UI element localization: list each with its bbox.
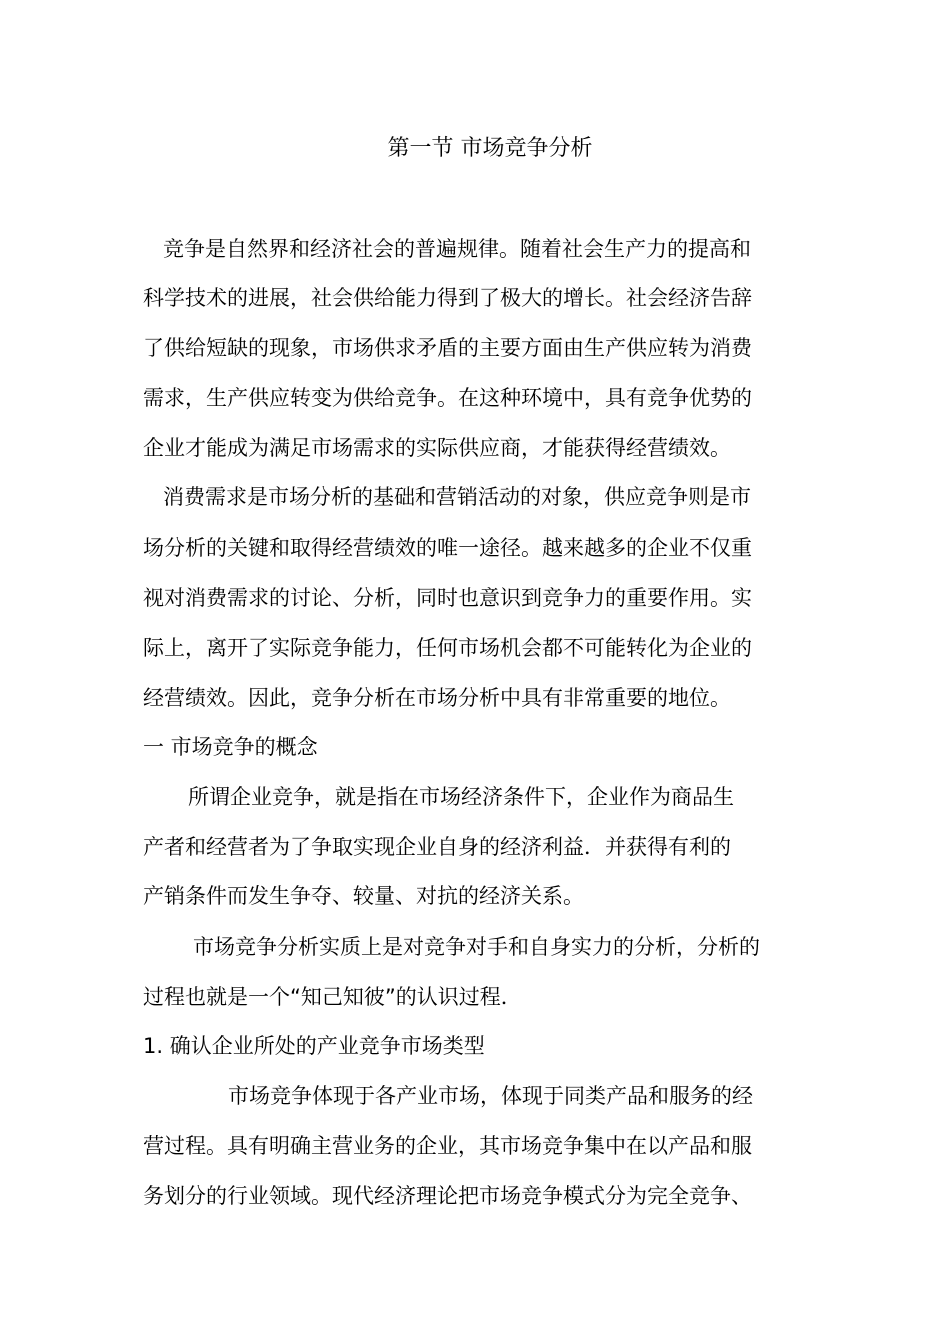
text-line: 场分析的关键和取得经营绩效的唯一途径。越来越多的企业不仅重 [143, 536, 752, 560]
text-line: 1. 确认企业所处的产业竞争市场类型 [143, 1034, 485, 1058]
text-line: 企业才能成为满足市场需求的实际供应商，才能获得经营绩效。 [143, 436, 731, 460]
text-line: 消费需求是市场分析的基础和营销活动的对象，供应竞争则是市 [163, 485, 751, 509]
text-line: 产者和经营者为了争取实现企业自身的经济利益．并获得有利的 [143, 835, 731, 859]
text-line: 务划分的行业领域。现代经济理论把市场竞争模式分为完全竞争、 [143, 1184, 752, 1208]
text-line: 产销条件而发生争夺、较量、对抗的经济关系。 [143, 884, 584, 908]
text-line: 视对消费需求的讨论、分析，同时也意识到竞争力的重要作用。实 [143, 586, 752, 610]
text-line: 市场竞争分析实质上是对竞争对手和自身实力的分析，分析的 [193, 935, 760, 959]
document-title: 第一节 市场竞争分析 [387, 136, 593, 161]
text-line: 了供给短缺的现象，市场供求矛盾的主要方面由生产供应转为消费 [143, 336, 752, 360]
text-line: 所谓企业竞争，就是指在市场经济条件下，企业作为商品生 [188, 785, 734, 809]
text-line: 科学技术的进展，社会供给能力得到了极大的增长。社会经济告辞 [143, 286, 752, 310]
text-line: 过程也就是一个“知己知彼”的认识过程． [143, 985, 522, 1009]
text-line: 竞争是自然界和经济社会的普遍规律。随着社会生产力的提高和 [163, 237, 751, 261]
text-line: 经营绩效。因此，竞争分析在市场分析中具有非常重要的地位。 [143, 686, 731, 710]
text-line: 际上，离开了实际竞争能力，任何市场机会都不可能转化为企业的 [143, 636, 752, 660]
text-line: 需求，生产供应转变为供给竞争。在这种环境中，具有竞争优势的 [143, 386, 752, 410]
text-line: 一 市场竞争的概念 [143, 735, 318, 759]
text-line: 营过程。具有明确主营业务的企业，其市场竞争集中在以产品和服 [143, 1134, 752, 1158]
text-line: 市场竞争体现于各产业市场，体现于同类产品和服务的经 [228, 1084, 753, 1108]
